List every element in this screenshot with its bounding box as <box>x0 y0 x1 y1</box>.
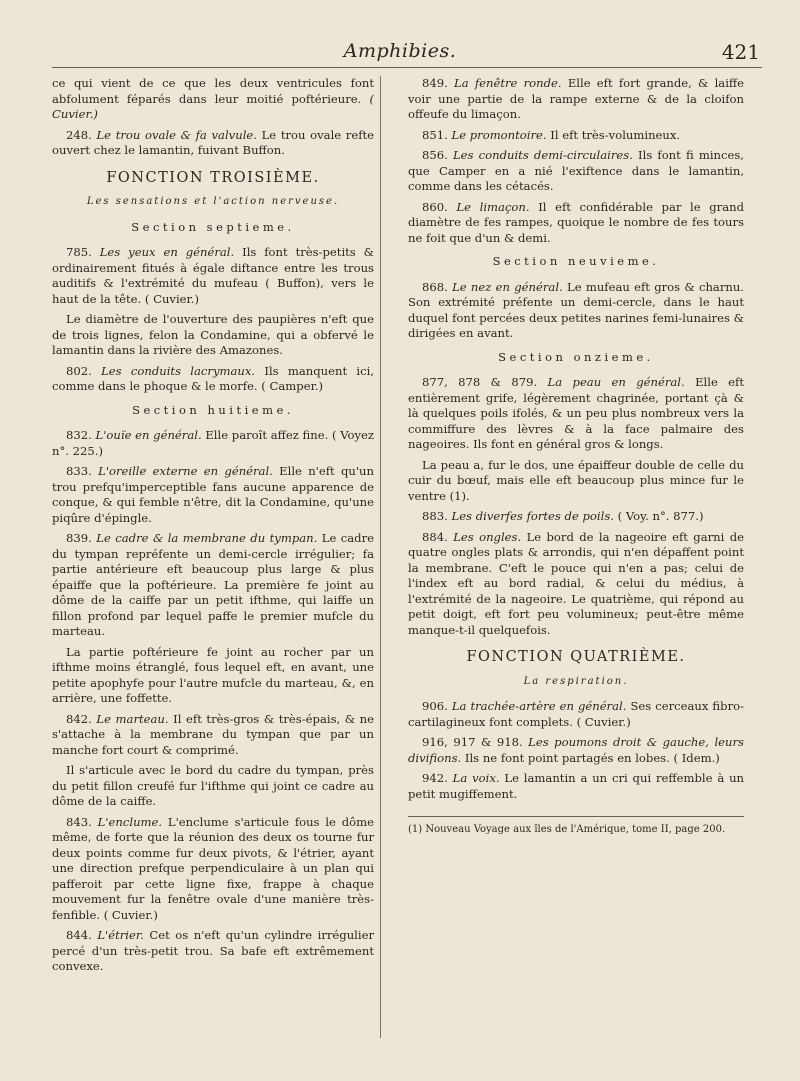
numbered-entry <box>52 712 374 759</box>
entry-text: Elle eft entièrement grife, légèrement chagrinée, portant çà & là quelques poils ifolés, & un peu plus nombreux vers la commiffure des lèvres & à la face palmaire des nageoires. Ils font en général gros & longs. <box>408 375 744 451</box>
numbered-entry <box>408 280 744 342</box>
section-heading: Section onzieme. <box>498 349 654 364</box>
entry-text: Le bord de la nageoire eft garni de quatre ongles plats & arrondis, qui n'en dépaffent point la membrane. C'eft le pouce qui n'en a pas; celui de l'index eft au bord radial, & celui du médius, à l'extrémité de la nageoire. Le quatrième, qui répond au petit doigt, eft fort peu volumineux; peut-être même manque-t-il quelquefois. <box>408 529 744 637</box>
paragraph <box>52 763 374 810</box>
entry-term: La peau en général. <box>547 375 696 389</box>
entry-term: Les conduits demi-circulaires. <box>452 148 639 162</box>
entry-term: La fenêtre ronde. <box>454 76 568 90</box>
entry-text: Ils font très-petits & ordinairement fitués à égale diftance entre les trous auditifs & l'extrémité du mufeau ( Buffon), vers le haut de la tête. ( Cuvier.) <box>52 245 374 306</box>
footnote: (1) Nouveau Voyage aux îles de l'Amérique, tome II, page 200. <box>408 824 726 835</box>
entry-text: Elle eft fort grande, & laiffe voir une partie de la rampe externe & de la cloifon offeufe du limaçon. <box>408 76 745 121</box>
fonction-heading: FONCTION TROISIÈME. <box>106 169 320 186</box>
entry-term: L'ouïe en général. <box>95 428 206 442</box>
numbered-entry <box>52 531 374 640</box>
numbered-entry <box>408 375 744 453</box>
paragraph <box>52 645 374 707</box>
paragraph-text: La peau a, fur le dos, une épaiffeur double de celle du cuir du bœuf, mais elle eft beaucoup plus mince fur le ventre (1). <box>408 457 744 503</box>
entry-number: 906. <box>422 699 452 713</box>
entry-number: 802. <box>66 363 102 378</box>
paragraph <box>52 312 374 359</box>
column-divider <box>380 76 381 1038</box>
entry-number: 860. <box>422 199 457 214</box>
entry-number: 844. <box>66 928 98 942</box>
entry-text: Il eft très-volumineux. <box>550 127 681 142</box>
entry-text: Ils manquent ici, comme dans le phoque & le morfe. ( Camper.) <box>52 363 375 393</box>
numbered-entry <box>408 735 744 766</box>
entry-number: 842. <box>66 711 97 726</box>
section-heading: Section septieme. <box>131 219 295 234</box>
entry-term: Les conduits lacrymaux. <box>101 363 265 378</box>
entry-text: Le mufeau eft gros & charnu. Son extrémité préfente un demi-cercle, dans le haut duquel font percées deux petites narines femi-lunaires & dirigées en avant. <box>408 279 744 340</box>
entry-number: 883. <box>422 509 452 523</box>
page-header <box>0 40 800 66</box>
numbered-entry <box>408 699 744 730</box>
entry-term: La trachée-artère en général. <box>451 699 631 713</box>
entry-text: Ils ne font point partagés en lobes. ( Idem.) <box>464 750 720 765</box>
fonction-subtitle: Les sensations et l'action nerveuse. <box>86 196 340 207</box>
paragraph-text: ce qui vient de ce que les deux ventricules font abfolument féparés dans leur moitié poftérieure. <box>52 76 374 106</box>
paragraph-text: Le diamètre de l'ouverture des paupières n'eft que de trois lignes, felon la Condamine, qui a obfervé le lamantin dans la rivière des Amazones. <box>52 312 374 357</box>
entry-term: Le nez en général. <box>452 279 567 294</box>
numbered-entry <box>52 928 374 975</box>
numbered-entry <box>52 428 374 459</box>
section-heading: Section neuvieme. <box>492 254 660 268</box>
entry-term: Le trou ovale & fa valvule. <box>96 127 262 142</box>
entry-number: 843. <box>66 814 98 829</box>
entry-number: 884. <box>422 529 454 544</box>
entry-term: Le marteau. <box>96 711 174 726</box>
entry-text: Le cadre du tympan repréfente un demi-cercle irrégulier; fa partie antérieure eft beaucoup plus large & plus épaiffe que la poftérieure. La première fe joint au dôme de la caiffe par un petit ifthme, qui laiffe un fillon profond par lequel paffe le premier mufcle du marteau. <box>52 531 374 638</box>
numbered-entry <box>408 76 744 123</box>
running-title: Amphibies. <box>343 40 457 62</box>
entry-text: Elle paroît affez fine. ( Voyez n°. 225.) <box>52 428 374 458</box>
numbered-entry <box>408 200 744 247</box>
section-heading: Section huitieme. <box>132 402 294 417</box>
numbered-entry <box>52 815 374 924</box>
paragraph <box>52 76 374 123</box>
fonction-heading: FONCTION QUATRIÈME. <box>466 649 686 665</box>
footnote-rule <box>408 816 744 817</box>
numbered-entry <box>408 771 744 802</box>
entry-text: Le lamantin a un cri qui reffemble à un petit mugiffement. <box>408 771 744 801</box>
entry-text: L'enclume s'articule fous le dôme même, de forte que la réunion des deux os tourne fur deux points comme fur deux pivots, & l'étrier, ayant une direction prefque perpendiculaire à un plan qui pafferoit par cette ligne fixe, frappe à chaque mouvement fur la fenêtre ovale d'une manière très-fenfible. ( Cuvier.) <box>52 814 375 922</box>
entry-number: 248. <box>66 127 97 142</box>
entry-number: 785. <box>66 245 100 259</box>
entry-text: Cet os n'eft qu'un cylindre irrégulier percé d'un très-petit trou. Sa bafe eft extrêmement convexe. <box>52 928 374 973</box>
paragraph-reference: ( Cuvier.) <box>52 91 374 121</box>
entry-term: Les ongles. <box>453 529 527 544</box>
entry-text: Le trou ovale refte ouvert chez le lamantin, fuivant Buffon. <box>52 127 375 157</box>
entry-term: Le promontoire. <box>451 127 551 142</box>
entry-term: Les diverfes fortes de poils. <box>451 509 618 523</box>
entry-text: Il eft confidérable par le grand diamètre de fes rampes, quoique le nombre de fes tours ne foit que d'un & demi. <box>408 199 744 245</box>
numbered-entry <box>52 245 374 307</box>
entry-text: Ils font fi minces, que Camper en a nié l'exiftence dans le lamantin, comme dans les cétacés. <box>408 148 744 193</box>
entry-number: 832. <box>66 428 96 442</box>
entry-number: 856. <box>422 148 453 162</box>
entry-term: Le cadre & la membrane du tympan. <box>96 531 322 545</box>
entry-number: 849. <box>422 76 455 90</box>
entry-number: 877, 878 & 879. <box>422 375 548 389</box>
numbered-entry <box>52 464 374 526</box>
entry-text: ( Voy. n°. 877.) <box>617 509 704 523</box>
numbered-entry <box>408 128 744 144</box>
entry-term: Les poumons droit & gauche, leurs divifions. <box>408 735 744 765</box>
entry-text: Elle n'eft qu'un trou prefqu'imperceptible fans aucune apparence de conque, & qui femble n'être, dit la Condamine, qu'une piqûre d'épingle. <box>52 464 374 525</box>
numbered-entry <box>52 364 374 395</box>
entry-number: 916, 917 & 918. <box>422 735 529 749</box>
right-column <box>408 76 744 841</box>
header-rule <box>52 67 762 68</box>
entry-text: Il eft très-gros & très-épais, & ne s'attache à la membrane du tympan que par un manche fort court & comprimé. <box>52 711 375 757</box>
entry-number: 851. <box>422 127 452 142</box>
entry-term: La voix. <box>452 771 505 785</box>
paragraph-text: Il s'articule avec le bord du cadre du tympan, près du petit fillon creufé fur l'ifthme qui joint ce cadre au dôme de la caiffe. <box>52 763 374 808</box>
entry-text: Ses cerceaux fibro-cartilagineux font complets. ( Cuvier.) <box>408 699 745 729</box>
numbered-entry <box>408 509 744 525</box>
paragraph-text: La partie poftérieure fe joint au rocher par un ifthme moins étranglé, fous lequel eft, en avant, une petite apophyfe pour l'autre mufcle du marteau, &, en arrière, une foffette. <box>52 644 374 705</box>
entry-term: L'oreille externe en général. <box>98 464 280 478</box>
entry-term: L'étrier. <box>97 928 150 942</box>
entry-number: 942. <box>422 771 453 785</box>
left-column <box>52 76 374 980</box>
entry-term: L'enclume. <box>97 814 168 829</box>
page-number: 421 <box>721 40 760 64</box>
entry-term: Les yeux en général. <box>99 245 243 259</box>
paragraph <box>408 458 744 505</box>
entry-number: 868. <box>422 279 453 294</box>
entry-term: Le limaçon. <box>456 199 539 214</box>
numbered-entry <box>52 128 374 159</box>
entry-number: 833. <box>66 464 99 478</box>
numbered-entry <box>408 530 744 639</box>
entry-number: 839. <box>66 531 97 545</box>
fonction-subtitle: La respiration. <box>523 675 629 687</box>
numbered-entry <box>408 148 744 195</box>
